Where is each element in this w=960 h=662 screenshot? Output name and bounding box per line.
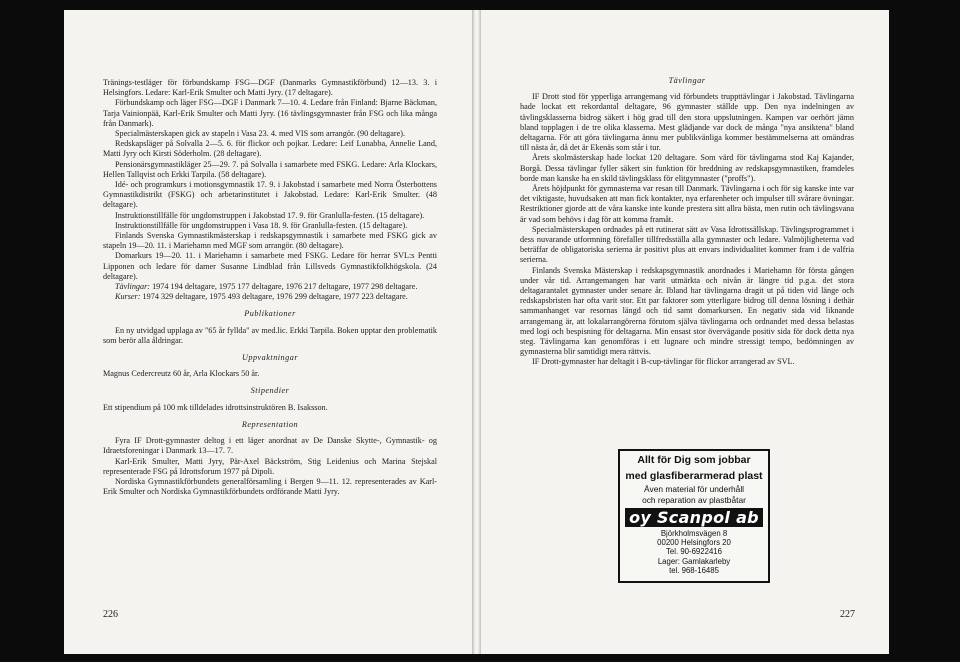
section-heading: Representation xyxy=(241,419,299,429)
body-paragraph: IF Drott-gymnaster har deltagit i B-cup-tävlingar för flickor arrangerad av SVL. xyxy=(532,357,795,367)
body-paragraph: Specialmästerskapen ordnades på ett rutinerat sätt av Vasa Idrottssällskap. Tävlingsprogrammet i dess nuvarande utformning förefaller tillfredsställa alla gymnaster och ledare. Valmöjligheterna vad beträffar de obligatoriska serierna är positivt plus att envars individualitet kommer fram i de valfria serierna. xyxy=(520,224,854,265)
body-paragraph: Årets höjdpunkt för gymnasterna var resan till Danmark. Tävlingarna i och för sig kanske inte var det viktigaste, huvudsaken att man fick kontakter, nya erfarenheter och impulser till svårare övningar. Restriktioner gjorde att de våra kanske inte kunde prestera sitt allra bästa, men rutin och tävlingsvana är vad som behövs i dag för att komma framåt. xyxy=(520,184,854,224)
body-paragraph: Fyra IF Drott-gymnaster deltog i ett läger anordnat av De Danske Skytte-, Gymnastik- og Idraetsforeningar i Danmark 13—17. 7. xyxy=(103,436,437,456)
statistics-paragraph xyxy=(103,282,437,292)
body-paragraph: Instruktionstillfälle för ungdomstruppen i Vasa 18. 9. för Granlulla-festen. (15 deltagare). xyxy=(115,220,408,230)
body-paragraph: En ny utvidgad upplaga av "65 år fyllda" av med.lic. Erkki Tarpila. Boken upptar den problematik som berör alla åldringar. xyxy=(103,325,437,345)
body-paragraph: Årets skolmästerskap hade lockat 120 deltagare. Som värd för tävlingarna stod Kaj Kajander, Borgå. Dessa tävlingar fyller säkert sin funktion för breddning av redskapsgymnastiken, framdeles borde man kanske ha en skild tävlingsklass för elitgymnaster ("proffs"). xyxy=(520,153,854,183)
body-paragraph: Specialmästerskapen gick av stapeln i Vasa 23. 4. med VIS som arrangör. (90 deltagare). xyxy=(115,129,406,139)
body-paragraph: Pensionärsgymnastikläger 25—29. 7. på Solvalla i samarbete med FSKG. Ledare: Arla Klockars, Hellen Tallqvist och Erkki Tarpila. (58 deltagare). xyxy=(103,159,437,179)
left-page xyxy=(64,10,472,654)
body-paragraph: Förbundskamp och läger FSG—DGF i Danmark 7—10. 4. Ledare från Finland: Bjarne Bäckman, Tarja Vainionpää, Karl-Erik Smulter och Matti Jyry. (16 tävlingsgymnaster från FSG och lika många från Danmark). xyxy=(103,98,437,128)
ad-headline-line2: med glasfiberarmerad plast xyxy=(625,470,763,482)
left-text-column xyxy=(103,78,437,497)
scanpol-advertisement xyxy=(618,449,770,583)
section-heading: Stipendier xyxy=(250,386,290,396)
ad-phone: Tel. 90-6922416 xyxy=(666,547,722,557)
body-paragraph: Redskapsläger på Solvalla 2—5. 6. för flickor och pojkar. Ledare: Leif Lunabba, Annelie Land, Matti Jyry och Kirsti Söderholm. (28 deltagare). xyxy=(103,139,437,159)
body-paragraph: Nordiska Gymnastikförbundets generalförsamling i Bergen 9—11. 12. representerades av Karl-Erik Smulter och Nordiska Gymnastikförbundets ordförande Matti Jyry. xyxy=(103,476,437,497)
statistics-label: Tävlingar: xyxy=(115,282,151,292)
body-paragraph: Karl-Erik Smulter, Matti Jyry, Pär-Axel Bäckström, Stig Leidenius och Marina Stejskal representerade FSG på Idrottsforum 1977 på Dipoli. xyxy=(103,456,437,476)
body-paragraph: Finlands Svenska Gymnastikmästerskap i redskapsgymnastik i samarbete med FSKG gick av stapeln 19—20. 11. i Mariehamn med MGF som arrangör. (80 deltagare). xyxy=(103,231,437,251)
ad-headline-line1: Allt för Dig som jobbar xyxy=(637,454,751,466)
ad-postal: 00200 Helsingfors 20 xyxy=(657,538,731,548)
body-paragraph: Idé- och programkurs i motionsgymnastik 17. 9. i Jakobstad i samarbete med Norra Österbottens Gymnastikdistrikt (FSKG) och arbetarinstitutet i Jakobstad. Ledare: Karl-Erik Smulter. (48 deltagare). xyxy=(103,180,437,210)
right-page-number: 227 xyxy=(840,609,855,620)
statistics-values: 1974 329 deltagare, 1975 493 deltagare, 1976 299 deltagare, 1977 223 deltagare. xyxy=(142,292,408,302)
body-paragraph: Ett stipendium på 100 mk tilldelades idrottsinstruktören B. Isaksson. xyxy=(103,402,328,412)
right-text-column xyxy=(520,76,854,368)
ad-brand-logo: oy Scanpol ab xyxy=(625,508,763,527)
section-heading: Uppvaktningar xyxy=(241,353,299,363)
ad-address: Björkholmsvägen 8 xyxy=(660,529,728,538)
right-page xyxy=(481,10,889,654)
ad-subline-2: och reparation av plastbåtar xyxy=(642,495,746,505)
section-heading: Tävlingar xyxy=(668,76,706,85)
book-gutter xyxy=(472,10,481,654)
ad-storage: Lager: Gamlakarleby xyxy=(657,556,731,566)
statistics-values: 1974 194 deltagare, 1975 177 deltagare, 1976 217 deltagare, 1977 298 deltagare. xyxy=(152,282,418,292)
ad-storage-phone: tel. 968-16485 xyxy=(669,565,719,575)
body-paragraph: IF Drott stod för ypperliga arrangemang vid förbundets truppttävlingar i Jakobstad. Tävlingarna hade lockat ett rekordantal deltagare, 96 gymnaster ställde upp. Den nya indelningen av tävlingsklasserna bidrog säkert i hög grad till den stora uppslutningen. Kampen var oerhört jämn bland topplagen i de tre olika klasserna. Mest glädjande var dock de många "nya ansiktena" bland deltagarna. För att göra tävlingarna ännu mer publikvänliga kommer bestämmelserna att omändras till nästa år, då det är Ekenäs som står i tur. xyxy=(520,92,854,153)
statistics-paragraph xyxy=(103,292,437,302)
section-heading: Publikationer xyxy=(244,309,296,319)
statistics-label: Kurser: xyxy=(115,292,141,302)
ad-subline-1: Även material för underhåll xyxy=(643,484,745,494)
body-paragraph: Domarkurs 19—20. 11. i Mariehamn i samarbete med FSKG. Ledare för herrar SVL:s Pentti Lipponen och ledare för damer Susanne Lindblad från Lillsveds Gymnastikfolkhögskola. (24 deltagare). xyxy=(103,251,437,281)
left-page-number: 226 xyxy=(103,609,118,620)
body-paragraph: Tränings-testläger för förbundskamp FSG—DGF (Danmarks Gymnastikförbund) 12—13. 3. i Helsingfors. Ledare: Karl-Erik Smulter och Matti Jyry. (17 deltagare). xyxy=(103,78,437,98)
body-paragraph: Magnus Cedercreutz 60 år, Arla Klockars 50 år. xyxy=(103,369,260,379)
body-paragraph: Finlands Svenska Mästerskap i redskapsgymnastik anordnades i Mariehamn för första gången under vår tid. Arrangemangen har varit utmärkta och nivån är längre tid p.g.a. det stora deltagarantalet gymnaster under senare år. Ibland har tävlingarna dragit ut på tiden vid länge och redskapsbristen har ofta varit stor. Ett par faktorer som ytterligare bidrog till denna lösning i dethär sammanhanget var resornas längd och tid samt domarkursen. En negativ sida vid liknande arrangemang är, att lokalarrangörerna förutom själva tävlingarna och ordnandet med dessa belastas med logi och bespisning för deltagarna. Min ensast stor övervägande positiv sida för dock detta nya steg. Tävlingarna kan genomföras i ett lugnare och mindre stressigt tempo, bedömningen av gymnasterna blir samtidigt mera rättvis. xyxy=(520,265,854,357)
body-paragraph: Instruktionstillfälle för ungdomstruppen i Jakobstad 17. 9. för Granlulla-festen. (15 deltagare). xyxy=(115,210,425,220)
